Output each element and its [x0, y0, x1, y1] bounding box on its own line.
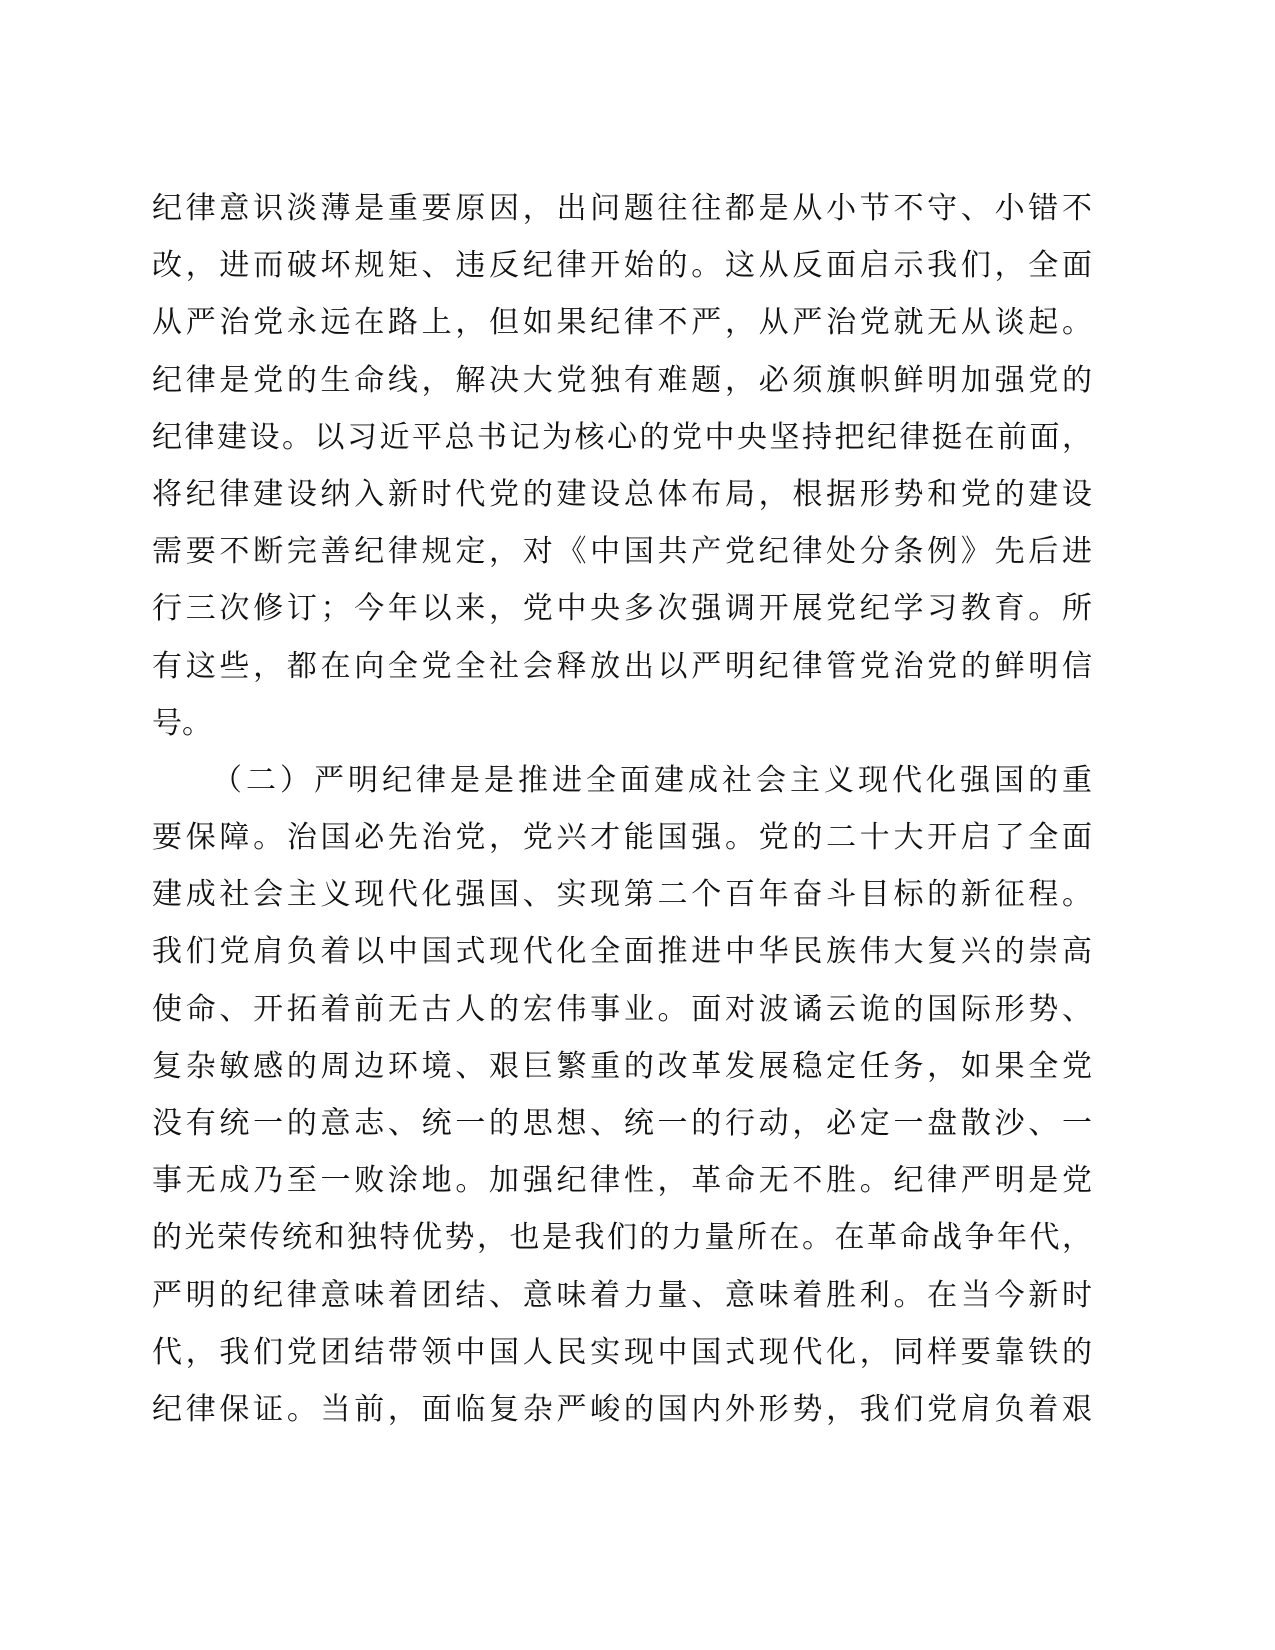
- text-line: 复杂敏感的周边环境、艰巨繁重的改革发展稳定任务，如果全党: [152, 1048, 1092, 1084]
- text-line: 事无成乃至一败涂地。加强纪律性，革命无不胜。纪律严明是党: [152, 1163, 1092, 1199]
- text-line: 使命、开拓着前无古人的宏伟事业。面对波谲云诡的国际形势、: [152, 991, 1092, 1027]
- text-line: 纪律意识淡薄是重要原因，出问题往往都是从小节不守、小错不: [152, 191, 1092, 226]
- text-line: 建成社会主义现代化强国、实现第二个百年奋斗目标的新征程。: [152, 877, 1092, 913]
- text-line: 没有统一的意志、统一的思想、统一的行动，必定一盘散沙、一: [152, 1106, 1092, 1141]
- text-line: 严明的纪律意味着团结、意味着力量、意味着胜利。在当今新时: [152, 1277, 1092, 1313]
- text-line: 我们党肩负着以中国式现代化全面推进中华民族伟大复兴的崇高: [152, 934, 1092, 970]
- text-line: 从严治党永远在路上，但如果纪律不严，从严治党就无从谈起。: [152, 305, 1092, 341]
- text-line: 纪律保证。当前，面临复杂严峻的国内外形势，我们党肩负着艰: [152, 1391, 1092, 1427]
- text-line: 纪律建设。以习近平总书记为核心的党中央坚持把纪律挺在前面，: [152, 419, 1092, 455]
- text-line: 需要不断完善纪律规定，对《中国共产党纪律处分条例》先后进: [152, 534, 1092, 570]
- text-line: 有这些，都在向全党全社会释放出以严明纪律管党治党的鲜明信: [152, 648, 1092, 684]
- section-heading-line: （二）严明纪律是是推进全面建成社会主义现代化强国的重: [212, 762, 1092, 798]
- text-line: 行三次修订；今年以来，党中央多次强调开展党纪学习教育。所: [152, 591, 1092, 627]
- text-line: 的光荣传统和独特优势，也是我们的力量所在。在革命战争年代，: [152, 1220, 1092, 1256]
- text-line: 号。: [152, 705, 212, 741]
- text-line: 要保障。治国必先治党，党兴才能国强。党的二十大开启了全面: [152, 820, 1092, 856]
- text-line: 代，我们党团结带领中国人民实现中国式现代化，同样要靠铁的: [152, 1334, 1092, 1370]
- text-line: 改，进而破坏规矩、违反纪律开始的。这从反面启示我们，全面: [152, 248, 1092, 284]
- document-body: [152, 180, 1092, 1438]
- text-line: 纪律是党的生命线，解决大党独有难题，必须旗帜鲜明加强党的: [152, 362, 1092, 398]
- text-line: 将纪律建设纳入新时代党的建设总体布局，根据形势和党的建设: [152, 476, 1092, 512]
